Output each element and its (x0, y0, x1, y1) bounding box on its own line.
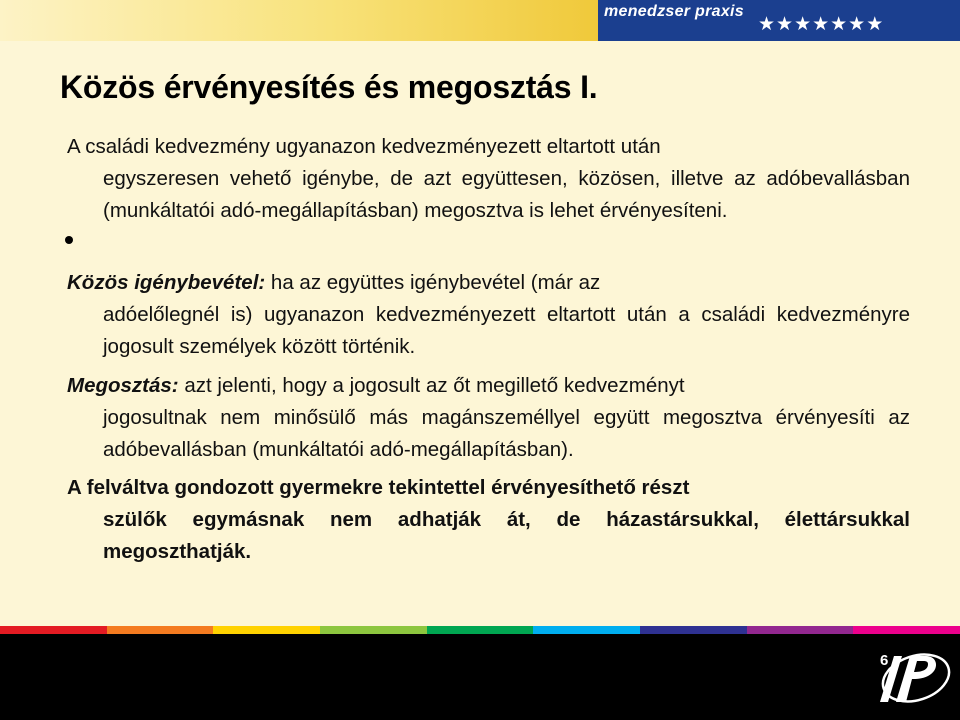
page-number: 6 (880, 652, 889, 669)
term-label: Megosztás: (67, 374, 179, 397)
paragraph-first-line (67, 370, 910, 402)
paragraph-first-line: A családi kedvezmény ugyanazon kedvezményezett eltartott után (67, 135, 661, 158)
bullet-icon (65, 236, 73, 244)
paragraph-body: egyszeresen vehető igénybe, de azt együttesen, közösen, illetve az adóbevallásban (munkáltatói adó-megállapításban) megosztva is lehet érvényesíteni. (103, 167, 910, 222)
paragraph-first-line-text: azt jelenti, hogy a jogosult az őt megillető kedvezményt (184, 374, 685, 397)
footer-strip-segment (107, 626, 214, 634)
footer-strip-segment (427, 626, 534, 634)
footer-strip-segment (320, 626, 427, 634)
rating-stars-icon: ★★★★★★★ (758, 14, 885, 35)
slide-title: Közös érvényesítés és megosztás I. (60, 69, 598, 105)
paragraph-family-allowance (67, 131, 910, 227)
paragraph-body: adóelőlegnél is) ugyanazon kedvezményezett eltartott után a családi kedvezményre jogosult személyek között történik. (103, 303, 910, 358)
header-gradient (0, 0, 598, 41)
footer-color-strip (0, 626, 960, 634)
footer-strip-segment (853, 626, 960, 634)
footer-strip-segment (747, 626, 854, 634)
footer-strip-segment (213, 626, 320, 634)
footer-bar (0, 634, 960, 720)
paragraph-sharing (67, 370, 910, 466)
footer-strip-segment (533, 626, 640, 634)
term-label: Közös igénybevétel: (67, 271, 266, 294)
paragraph-first-line-text: ha az együttes igénybevétel (már az (270, 271, 601, 294)
brand-name: menedzser praxis (604, 3, 744, 20)
footer-strip-segment (640, 626, 747, 634)
paragraph-first-line (67, 267, 910, 299)
paragraph-alternating-care (67, 472, 910, 568)
paragraph-body: jogosultnak nem minősülő más magánszeméllyel együtt megosztva érvényesíti az adóbevallásban (munkáltatói adó-megállapításban). (103, 406, 910, 461)
paragraph-joint-claim (67, 267, 910, 363)
paragraph-body: szülők egymásnak nem adhatják át, de házastársukkal, élettársukkal megoszthatják. (103, 508, 910, 563)
footer-strip-segment (0, 626, 107, 634)
paragraph-first-line: A felváltva gondozott gyermekre tekintettel érvényesíthető részt (67, 476, 690, 499)
